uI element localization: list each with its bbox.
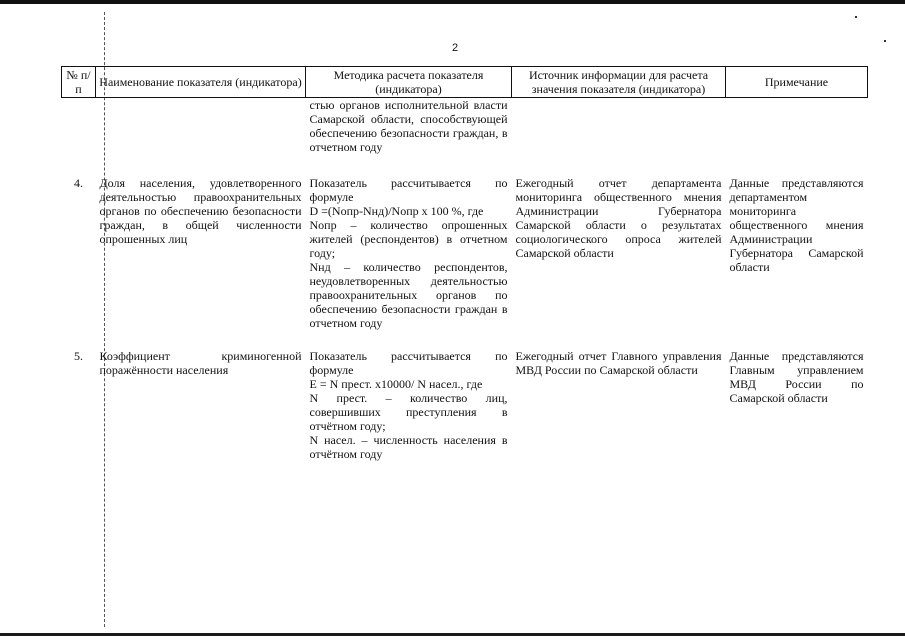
scan-border-bottom [0,633,905,636]
header-number: № п/п [62,67,96,98]
note-cell: Данные представляются Главным управлением МВД России по Самарской области [729,349,864,405]
header-source: Источник информации для расчета значения показателя (индикатора) [512,67,726,98]
source-cell: Ежегодный отчет департамента мониторинга общественного мнения Администрации Губернатора Самарской области о результатах социологического опроса жителей Самарской области [515,176,722,260]
indicator-name: Доля населения, удовлетворенного деятельностью правоохранительных органов по обеспечению безопасности граждан, в общей численности опрошенных лиц [99,176,302,246]
table-header-row [62,67,868,98]
indicator-name: Коэффициент криминогенной поражённости населения [99,349,302,377]
header-note: Примечание [726,67,868,98]
continuation-name-cell [96,98,306,177]
source-cell: Ежегодный отчет Главного управления МВД России по Самарской области [515,349,722,377]
method-cell [306,349,512,599]
scan-speck [855,16,857,18]
header-method: Методика расчета показателя (индикатора) [306,67,512,98]
method-line: Показатель рассчитывается по формуле [309,176,508,204]
method-formula: D =(Nопр-Nнд)/Nопр х 100 %, где [309,204,484,218]
method-line: N насел. – численность населения в отчётном году [309,433,508,461]
table-row [62,176,868,349]
method-formula: E = N прест. x10000/ N насел., где [309,377,483,391]
row-number: 4. [74,176,83,190]
header-indicator-name: Наименование показателя (индикатора) [96,67,306,98]
scan-border-top [0,0,905,4]
indicators-table [61,66,868,599]
continuation-source-cell [512,98,726,177]
method-line: N прест. – количество лиц, совершивших преступления в отчётном году; [309,391,508,433]
row-number: 5. [74,349,83,363]
note-cell: Данные представляются департаментом мониторинга общественного мнения Администрации Губернатора Самарской области [729,176,864,274]
table-row-continuation [62,98,868,177]
method-line: Показатель рассчитывается по формуле [309,349,508,377]
continuation-num-cell [62,98,96,177]
method-line: Nнд – количество респондентов, неудовлетворенных деятельностью правоохранительных органов по обеспечению безопасности граждан в отчетном году [309,260,508,330]
continuation-note-cell [726,98,868,177]
continuation-method: стью органов исполнительной власти Самарской области, способствующей обеспечению безопасности граждан, в отчетном году [309,98,508,154]
method-cell [306,176,512,349]
scan-speck [884,40,886,42]
table-row [62,349,868,599]
page-number: 2 [451,42,459,54]
method-line: Nопр – количество опрошенных жителей (респондентов) в отчетном году; [309,218,508,260]
